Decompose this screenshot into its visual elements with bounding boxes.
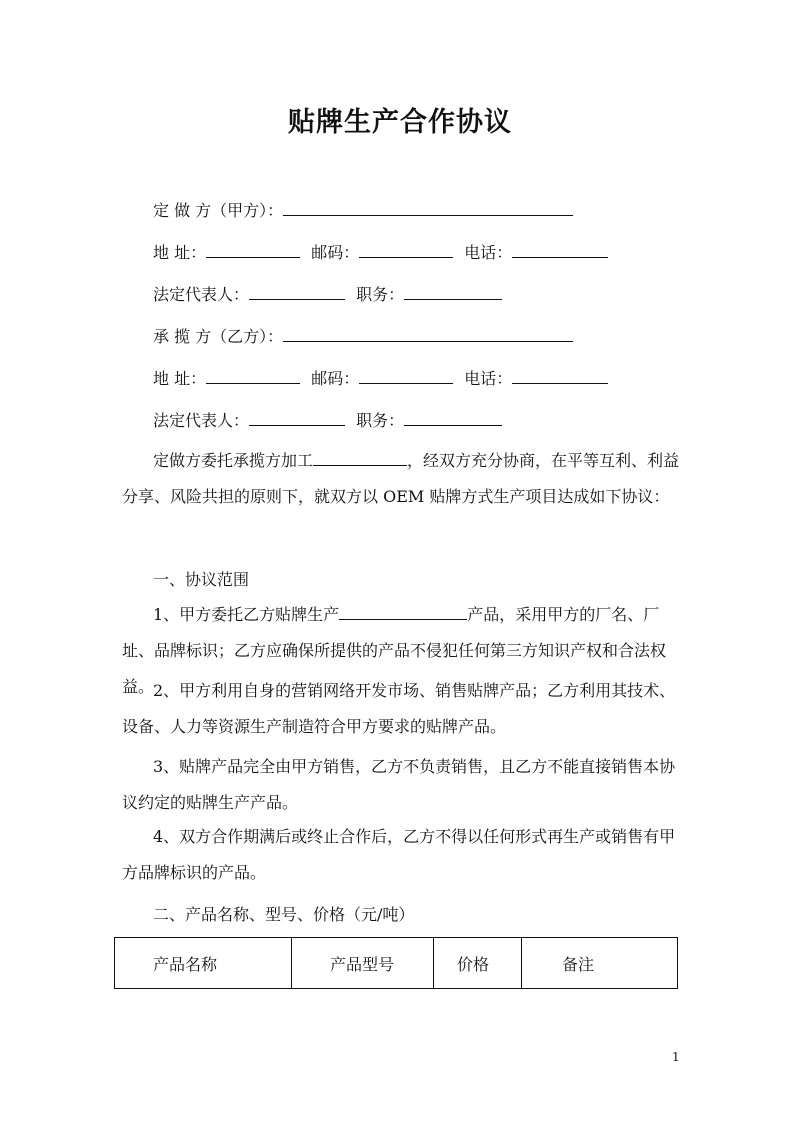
header-price: 价格	[457, 954, 490, 974]
party-a-postcode-label: 邮码：	[311, 243, 360, 262]
party-b-label: 承 揽 方（乙方）：	[153, 327, 284, 346]
party-b-address-label: 地 址：	[153, 369, 207, 388]
party-b-position-label: 职务：	[356, 411, 405, 430]
section1-item-2	[122, 673, 682, 745]
document-title: 贴牌生产合作协议	[288, 107, 512, 138]
party-a-name-blank[interactable]	[283, 199, 573, 216]
section1-heading: 一、协议范围	[153, 570, 250, 589]
party-a-address-label: 地 址：	[153, 243, 207, 262]
party-a-position-label: 职务：	[356, 285, 405, 304]
party-b-address-blank[interactable]	[206, 367, 300, 384]
party-b-rep-blank[interactable]	[249, 409, 345, 426]
party-a-label: 定 做 方（甲方）：	[153, 201, 284, 220]
party-a-rep-line	[153, 283, 502, 305]
party-b-postcode-blank[interactable]	[359, 367, 453, 384]
party-b-rep-label: 法定代表人：	[153, 411, 250, 430]
section1-item-3	[122, 749, 682, 821]
party-b-position-blank[interactable]	[404, 409, 502, 426]
table-header-row	[115, 938, 678, 989]
item1-pre: 1、甲方委托乙方贴牌生产	[153, 605, 340, 624]
product-table	[114, 937, 678, 989]
header-product-name: 产品名称	[153, 954, 218, 974]
party-b-phone-label: 电话：	[464, 369, 513, 388]
item2-text: 2、甲方利用自身的营销网络开发市场、销售贴牌产品；乙方利用其技术、设备、人力等资源生产制造符合甲方要求的贴牌产品。	[122, 681, 676, 736]
party-a-address-line	[153, 241, 608, 263]
page-number: 1	[672, 1050, 680, 1064]
party-a-name-line	[153, 199, 573, 221]
section1-item-4	[122, 819, 682, 891]
intro-paragraph	[122, 443, 682, 515]
party-b-rep-line	[153, 409, 502, 431]
item4-text: 4、双方合作期满后或终止合作后，乙方不得以任何形式再生产或销售有甲方品牌标识的产品。	[122, 827, 676, 882]
processing-item-blank[interactable]	[313, 449, 407, 466]
product-name-blank[interactable]	[339, 603, 467, 620]
header-product-model: 产品型号	[330, 954, 395, 974]
header-remarks: 备注	[562, 954, 595, 974]
intro-part2: ，经双方充分协商，在平等互利、利益分享、风险共担的原则下，就双方以 OEM 贴牌方式生产项目达成如下协议：	[122, 451, 680, 506]
item3-text: 3、贴牌产品完全由甲方销售，乙方不负责销售，且乙方不能直接销售本协议约定的贴牌生产产品。	[122, 757, 676, 812]
intro-part1: 定做方委托承揽方加工	[153, 451, 314, 470]
party-a-rep-label: 法定代表人：	[153, 285, 250, 304]
party-b-phone-blank[interactable]	[512, 367, 608, 384]
party-a-position-blank[interactable]	[404, 283, 502, 300]
party-b-name-blank[interactable]	[283, 325, 573, 342]
party-a-address-blank[interactable]	[206, 241, 300, 258]
party-a-phone-label: 电话：	[464, 243, 513, 262]
party-b-name-line	[153, 325, 573, 347]
party-a-rep-blank[interactable]	[249, 283, 345, 300]
party-b-address-line	[153, 367, 608, 389]
party-a-phone-blank[interactable]	[512, 241, 608, 258]
item1-post: 产品，采用甲方的厂名、厂址、品牌标识；乙方应确保所提供的产品不侵犯任何第三方知识产权和合法权益。	[122, 605, 667, 696]
section2-heading: 二、产品名称、型号、价格（元/吨）	[153, 905, 415, 924]
party-b-postcode-label: 邮码：	[311, 369, 360, 388]
party-a-postcode-blank[interactable]	[359, 241, 453, 258]
